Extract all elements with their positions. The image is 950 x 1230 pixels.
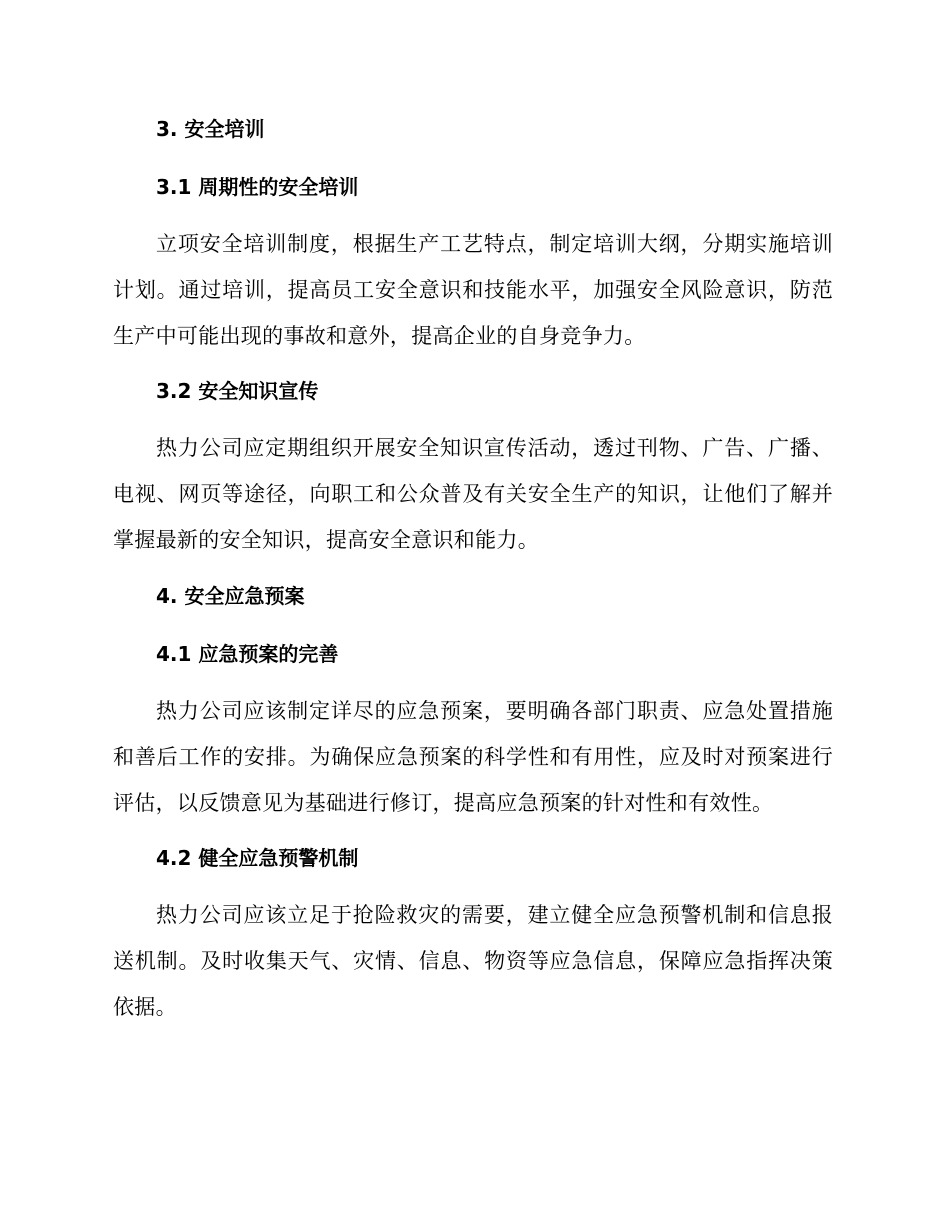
section-heading-4-2: 4.2 健全应急预警机制 bbox=[156, 846, 359, 870]
section-heading-4: 4. 安全应急预案 bbox=[156, 584, 305, 608]
section-heading-3: 3. 安全培训 bbox=[156, 117, 265, 141]
paragraph-4-1: 热力公司应该制定详尽的应急预案，要明确各部门职责、应急处置措施和善后工作的安排。为确保应急预案的科学性和有用性，应及时对预案进行评估，以反馈意见为基础进行修订，提高应急预案的针对性和有效性。 bbox=[113, 699, 833, 815]
paragraph-3-2: 热力公司应定期组织开展安全知识宣传活动，透过刊物、广告、广播、电视、网页等途径，向职工和公众普及有关安全生产的知识，让他们了解并掌握最新的安全知识，提高安全意识和能力。 bbox=[113, 436, 833, 552]
section-heading-3-2: 3.2 安全知识宣传 bbox=[156, 379, 319, 403]
section-heading-4-1: 4.1 应急预案的完善 bbox=[156, 642, 339, 666]
paragraph-3-1: 立项安全培训制度，根据生产工艺特点，制定培训大纲，分期实施培训计划。通过培训，提高员工安全意识和技能水平，加强安全风险意识，防范生产中可能出现的事故和意外，提高企业的自身竞争力。 bbox=[113, 232, 833, 348]
section-heading-3-1: 3.1 周期性的安全培训 bbox=[156, 175, 359, 199]
paragraph-4-2: 热力公司应该立足于抢险救灾的需要，建立健全应急预警机制和信息报送机制。及时收集天气、灾情、信息、物资等应急信息，保障应急指挥决策依据。 bbox=[113, 903, 833, 1019]
